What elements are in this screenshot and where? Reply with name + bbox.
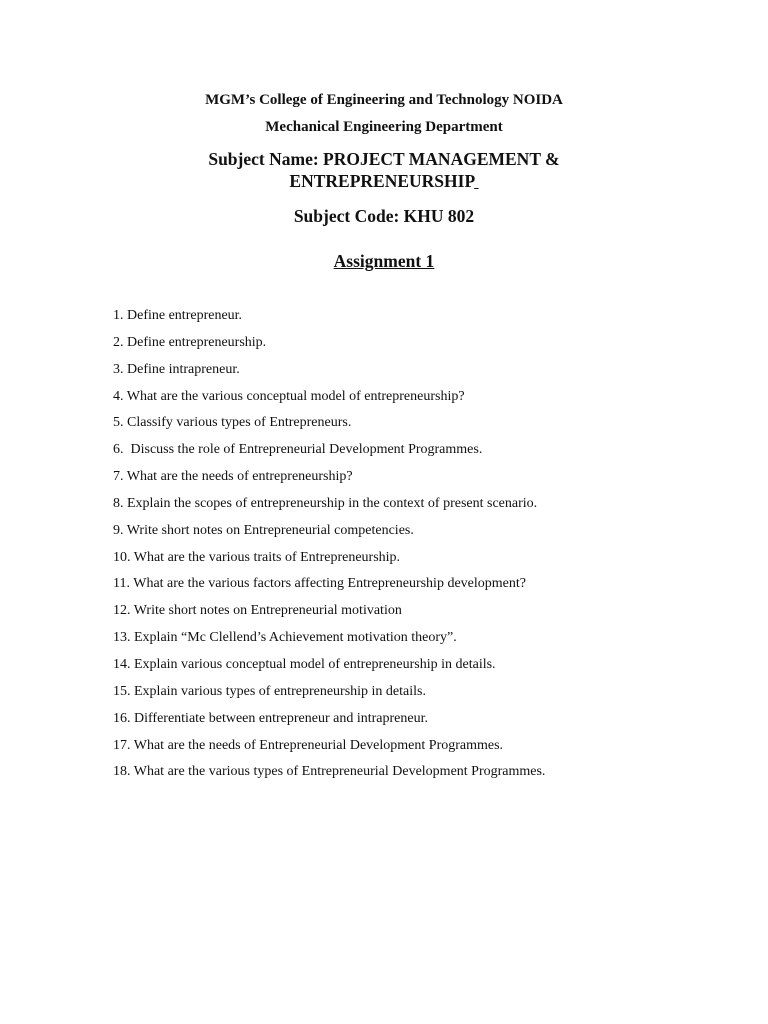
question-item: 16. Differentiate between entrepreneur and intrapreneur. [113, 710, 428, 726]
subject-name-line2: ENTREPRENEURSHIP [289, 171, 475, 191]
question-item: 10. What are the various traits of Entrepreneurship. [113, 549, 401, 565]
question-item: 2. Define entrepreneurship. [113, 334, 267, 350]
subject-name-underline-space [474, 171, 478, 191]
question-item: 11. What are the various factors affecting Entrepreneurship development? [113, 576, 526, 592]
assignment-title: Assignment 1 [333, 251, 435, 271]
college-name: MGM’s College of Engineering and Technology NOIDA [205, 92, 563, 108]
question-item: 13. Explain “Mc Clellend’s Achievement motivation theory”. [113, 630, 457, 646]
question-item: 8. Explain the scopes of entrepreneurship in the context of present scenario. [113, 495, 538, 511]
question-item: 15. Explain various types of entrepreneurship in details. [113, 683, 426, 699]
subject-name [0, 148, 768, 192]
department-name: Mechanical Engineering Department [265, 119, 503, 135]
question-item: 14. Explain various conceptual model of entrepreneurship in details. [113, 656, 496, 672]
question-item: 4. What are the various conceptual model of entrepreneurship? [113, 388, 465, 404]
question-item: 7. What are the needs of entrepreneurship? [113, 469, 353, 485]
question-item: 5. Classify various types of Entrepreneurs. [113, 415, 352, 431]
question-item: 18. What are the various types of Entrepreneurial Development Programmes. [113, 764, 546, 780]
question-item: 17. What are the needs of Entrepreneurial Development Programmes. [113, 737, 504, 753]
question-item: 3. Define intrapreneur. [113, 361, 240, 377]
question-item: 9. Write short notes on Entrepreneurial competencies. [113, 522, 414, 538]
subject-name-line2-wrap [0, 170, 768, 192]
assignment-heading [0, 251, 768, 272]
question-item: 6. Discuss the role of Entrepreneurial Development Programmes. [113, 442, 483, 458]
subject-name-line1: Subject Name: PROJECT MANAGEMENT & [208, 149, 560, 169]
question-item: 12. Write short notes on Entrepreneurial motivation [113, 603, 402, 619]
question-item: 1. Define entrepreneur. [113, 308, 243, 323]
question-list [113, 306, 545, 789]
subject-code: Subject Code: KHU 802 [293, 206, 475, 226]
